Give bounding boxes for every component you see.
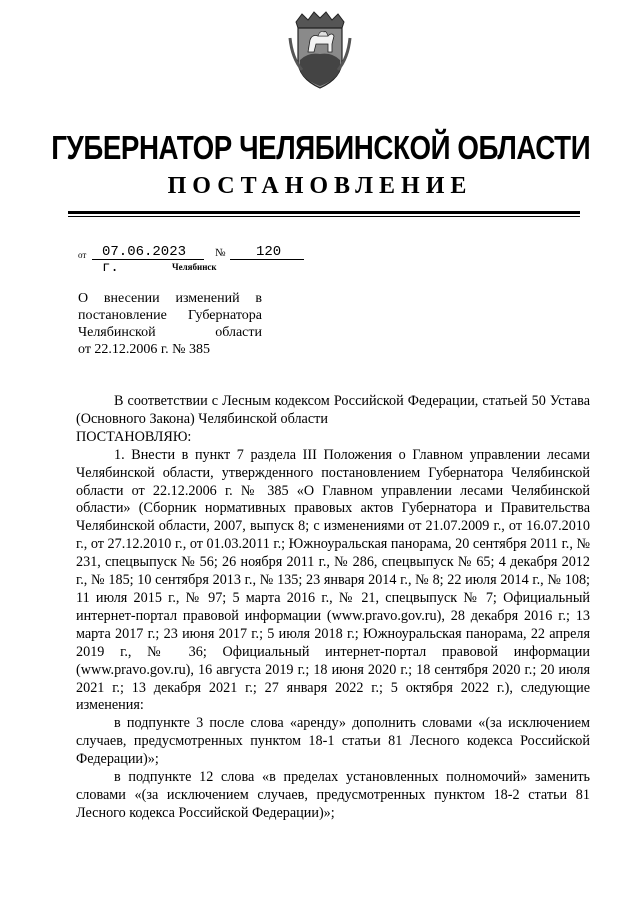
subitem-paragraph: в подпункте 12 слова «в пределах установленных полномочий» заменить словами «(за исключением случаев, предусмотренных пунктом 18-2 статьи 81 Лесного кодекса Российской Федерации)»; — [76, 769, 590, 821]
chelyabinsk-coat-of-arms-icon — [288, 8, 352, 90]
document-number: 120 — [256, 244, 282, 260]
city-label: Челябинск — [172, 262, 217, 272]
document-type-title: ПОСТАНОВЛЕНИЕ — [167, 173, 473, 199]
document-body — [76, 393, 590, 823]
subject-line: постановление Губернатора — [78, 308, 262, 323]
subject-line: Челябинской области — [78, 325, 262, 340]
number-underline — [230, 259, 304, 260]
document-subject — [78, 290, 262, 358]
date-underline — [92, 259, 204, 260]
from-label: от — [78, 250, 87, 260]
header-rule-thick — [68, 211, 580, 214]
document-date: 07.06.2023 г. — [102, 244, 187, 276]
number-label: № — [215, 247, 226, 259]
header-rule-thin — [68, 216, 580, 217]
subject-line: О внесении изменений в — [78, 291, 262, 306]
issuer-title: ГУБЕРНАТОР ЧЕЛЯБИНСКОЙ ОБЛАСТИ — [51, 129, 591, 166]
item-1-paragraph: 1. Внести в пункт 7 раздела III Положения о Главном управлении лесами Челябинской области, утвержденного постановлением Губернатора Челябинской области от 22.12.2006 г. № 385 «О Главном управлении лесами Челябинской области» (Сборник нормативных правовых актов Губернатора и Правительства Челябинской области, 2007, выпуск 8; с изменениями от 21.07.2009 г., от 16.07.2010 г., от 27.12.2010 г., от 01.03.2011 г.; Южноуральская панорама, 20 сентября 2011 г., № 231, спецвыпуск № 56; 26 ноября 2011 г., № 286, спецвыпуск № 65; 4 декабря 2012 г., № 185; 10 сентября 2013 г., № 135; 23 января 2014 г., № 8; 22 июля 2014 г., № 108; 11 июля 2015 г., № 97; 5 марта 2016 г., № 21, спецвыпуск № 7; Официальный интернет-портал правовой информации (www.pravo.gov.ru), 28 декабря 2016 г.; 13 марта 2017 г.; 23 июня 2017 г.; 5 июля 2018 г.; Южноуральская панорама, 22 апреля 2019 г., № 36; Официальный интернет-портал правовой информации (www.pravo.gov.ru), 16 августа 2019 г.; 18 июня 2020 г.; 18 сентября 2020 г.; 20 июля 2021 г.; 13 декабря 2021 г.; 27 января 2022 г.; 5 октября 2022 г.), следующие изменения: — [76, 446, 590, 714]
subject-line: от 22.12.2006 г. № 385 — [78, 342, 210, 357]
decree-word: ПОСТАНОВЛЯЮ: — [76, 428, 192, 445]
subitem-paragraph: в подпункте 3 после слова «аренду» дополнить словами «(за исключением случаев, предусмотренных пунктом 18-1 статьи 81 Лесного кодекса Российской Федерации)»; — [76, 715, 590, 768]
preamble-paragraph: В соответствии с Лесным кодексом Российской Федерации, статьей 50 Устава (Основного Закона) Челябинской области — [76, 393, 590, 427]
